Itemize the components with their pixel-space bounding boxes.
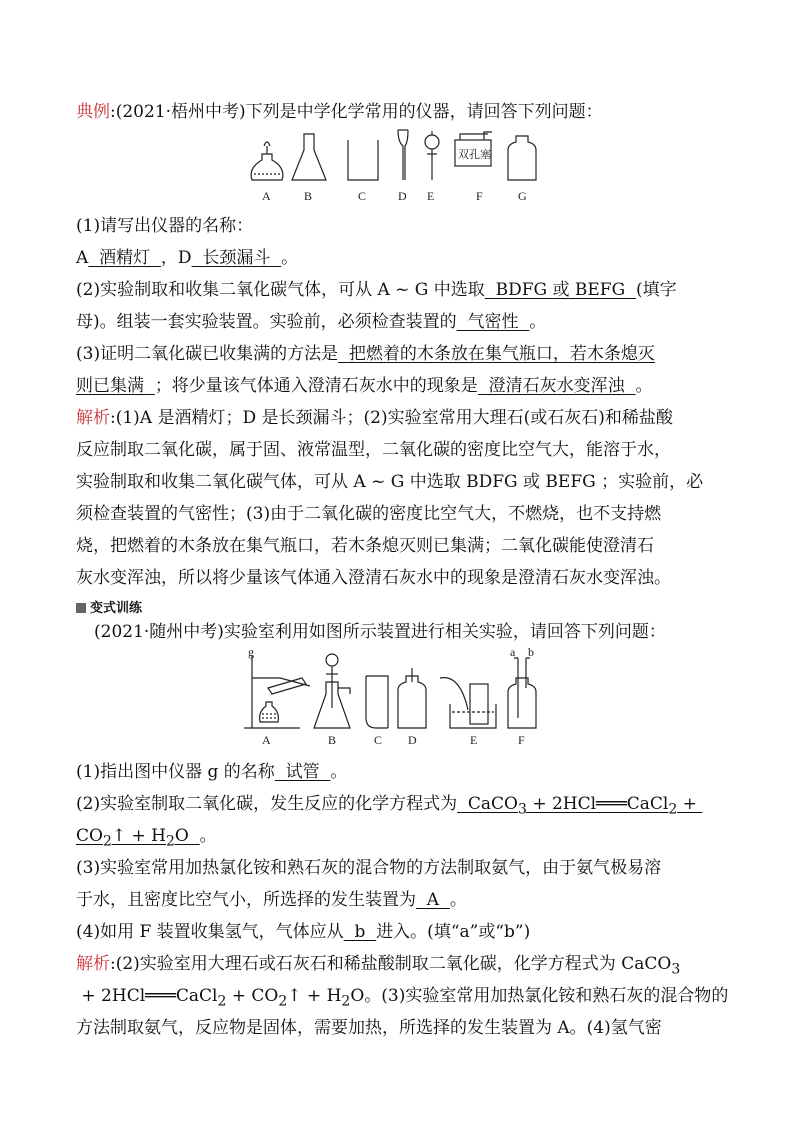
- q3-prefix: (3)证明二氧化碳已收集满的方法是: [76, 344, 339, 364]
- analysis-text: :(1)A 是酒精灯；D 是长颈漏斗；(2)实验室常用大理石(或石灰石)和稀盐酸: [110, 408, 673, 428]
- q3-answer2: 澄清石灰水变浑浊: [477, 376, 636, 396]
- q3-mid: ；将少量该气体通入澄清石灰水中的现象是: [154, 376, 478, 396]
- variant-analysis-label: 解析: [76, 954, 110, 974]
- example-analysis-line-6: 灰水变浑浊，所以将少量该气体通入澄清石灰水中的现象是澄清石灰水变浑浊。: [76, 568, 671, 588]
- q1-d-prefix: ，D: [160, 248, 192, 268]
- example-q2-line1: [76, 278, 677, 302]
- variant-q2-line1: [76, 792, 702, 821]
- variant-q4-prefix: (4)如用 F 装置收集氢气，气体应从: [76, 922, 344, 942]
- fig2-label-port-a: a: [510, 648, 516, 659]
- variant-q1: [76, 760, 347, 784]
- q3-end: 。: [635, 376, 653, 396]
- variant-q3-end: 。: [449, 890, 467, 910]
- apparatus-figure-1: [240, 128, 550, 208]
- q1-d-answer: 长颈漏斗: [191, 248, 282, 268]
- variant-q3-answer: A: [416, 890, 450, 910]
- example-analysis-line-4: 须检查装置的气密性；(3)由于二氧化碳的密度比空气大，不燃烧，也不支持燃: [76, 504, 662, 524]
- variant-q4-suffix: 进入。(填“a”或“b”): [376, 922, 531, 942]
- q1-a-answer: 酒精灯: [88, 248, 161, 268]
- fig1-label-d: D: [398, 189, 407, 203]
- va2-a: + 2HCl═══CaCl: [76, 986, 218, 1006]
- variant-q1-prefix: (1)指出图中仪器 g 的名称: [76, 762, 275, 782]
- fig1-stopper-label: 双孔塞: [458, 149, 491, 161]
- fig1-label-a: A: [262, 189, 271, 203]
- va2-a-sub: 2: [217, 993, 227, 1010]
- example-q2-line2: [76, 310, 546, 334]
- va2-b-sub: 2: [278, 993, 288, 1010]
- example-intro-line: [76, 100, 603, 124]
- variant-q2-equation-part2: [76, 826, 200, 850]
- variant-icon: [76, 603, 86, 613]
- fig2-label-d: D: [408, 733, 417, 747]
- variant-q2-line2: [76, 824, 217, 853]
- eq1-b-sub: 2: [668, 801, 678, 818]
- variant-q4-answer: b: [343, 922, 377, 942]
- variant-heading: 变式训练: [90, 601, 143, 616]
- variant-heading-line: [76, 597, 142, 621]
- q2-line2-end: 。: [529, 312, 547, 332]
- example-analysis-label: 解析: [76, 408, 110, 428]
- variant-q3-prefix: 于水，且密度比空气小，所选择的发生装置为: [76, 890, 416, 910]
- eq1-a: CaCO: [457, 794, 518, 814]
- q1-a-prefix: A: [76, 248, 89, 268]
- variant-intro: (2021·随州中考)实验室利用如图所示装置进行相关实验，请回答下列问题：: [94, 622, 666, 642]
- fig1-label-b: B: [304, 189, 313, 203]
- variant-analysis-line-1: [76, 952, 680, 981]
- example-q1-answers: [76, 246, 298, 270]
- variant-q1-answer: 试管: [274, 762, 331, 782]
- fig2-label-c: C: [374, 733, 383, 747]
- example-analysis-line-3: 实验制取和收集二氧化碳气体，可从 A ~ G 中选取 BDFG 或 BEFG ；实验前，必: [76, 472, 704, 492]
- example-analysis-line-2: 反应制取二氧化碳，属于固、液常温型，二氧化碳的密度比空气大，能溶于水，: [76, 440, 671, 460]
- variant-q4: [76, 920, 530, 944]
- eq1-a-sub: 3: [518, 801, 527, 818]
- variant-analysis-text-1: :(2)实验室用大理石或石灰石和稀盐酸制取二氧化碳，化学方程式为 CaCO: [110, 954, 672, 974]
- q1-end: 。: [281, 248, 299, 268]
- variant-q2-prefix: (2)实验室制取二氧化碳，发生反应的化学方程式为: [76, 794, 458, 814]
- fig2-label-g: g: [248, 648, 254, 659]
- example-analysis-line-1: [76, 406, 673, 430]
- va2-d: O。(3)实验室常用加热氯化铵和熟石灰的混合物的: [350, 986, 729, 1006]
- eq2-a-sub: 2: [102, 833, 112, 850]
- q3-answer-part1: 把燃着的木条放在集气瓶口，若木条熄灭: [338, 344, 655, 364]
- example-q3-line1: [76, 342, 655, 366]
- fig2-label-f: F: [518, 733, 525, 747]
- fig2-label-a: A: [262, 733, 271, 747]
- va2-c-sub: 2: [341, 993, 351, 1010]
- variant-analysis-sub-1: 3: [671, 961, 681, 978]
- eq2-c: O: [174, 826, 200, 846]
- example-analysis-line-5: 烧，把燃着的木条放在集气瓶口，若木条熄灭则已集满；二氧化碳能使澄清石: [76, 536, 654, 556]
- eq2-b-sub: 2: [166, 833, 175, 850]
- va2-c: ↑ + H: [287, 986, 342, 1006]
- example-label: 典例: [76, 102, 110, 122]
- fig2-label-port-b: b: [528, 648, 534, 659]
- eq2-a: CO: [76, 826, 103, 846]
- q2-answer: BDFG 或 BEFG: [484, 280, 636, 300]
- q2-suffix: (填字: [636, 280, 677, 300]
- variant-q2-equation-part1: [457, 794, 703, 818]
- eq2-b: ↑ + H: [111, 826, 166, 846]
- q2-line2-prefix: 母)。组装一套实验装置。实验前，必须检查装置的: [76, 312, 457, 332]
- eq1-b: + 2HCl═══CaCl: [526, 794, 669, 814]
- example-intro: :(2021·梧州中考)下列是中学化学常用的仪器，请回答下列问题：: [110, 102, 603, 122]
- variant-q2-end: 。: [199, 826, 217, 846]
- fig1-label-g: G: [518, 189, 527, 203]
- variant-q3-line1: (3)实验室常用加热氯化铵和熟石灰的混合物的方法制取氨气，由于氨气极易溶: [76, 858, 662, 878]
- variant-analysis-line-2: [76, 984, 728, 1013]
- variant-analysis-line-3: 方法制取氨气，反应物是固体，需要加热，所选择的发生装置为 A。(4)氢气密: [76, 1018, 662, 1038]
- q2-prefix: (2)实验制取和收集二氧化碳气体，可从 A ~ G 中选取: [76, 280, 485, 300]
- apparatus-figure-2: [240, 648, 550, 748]
- variant-q3-line2: [76, 888, 467, 912]
- variant-q1-end: 。: [330, 762, 348, 782]
- fig2-label-b: B: [328, 733, 337, 747]
- fig2-label-e: E: [470, 733, 478, 747]
- va2-b: + CO: [226, 986, 279, 1006]
- q3-answer-part2: 则已集满: [76, 376, 155, 396]
- fig1-label-c: C: [358, 189, 367, 203]
- example-q3-line2: [76, 374, 652, 398]
- q2-line2-answer: 气密性: [456, 312, 530, 332]
- fig1-label-f: F: [476, 189, 483, 203]
- fig1-label-e: E: [427, 189, 435, 203]
- example-q1: (1)请写出仪器的名称：: [76, 216, 254, 236]
- eq1-c: +: [677, 794, 703, 814]
